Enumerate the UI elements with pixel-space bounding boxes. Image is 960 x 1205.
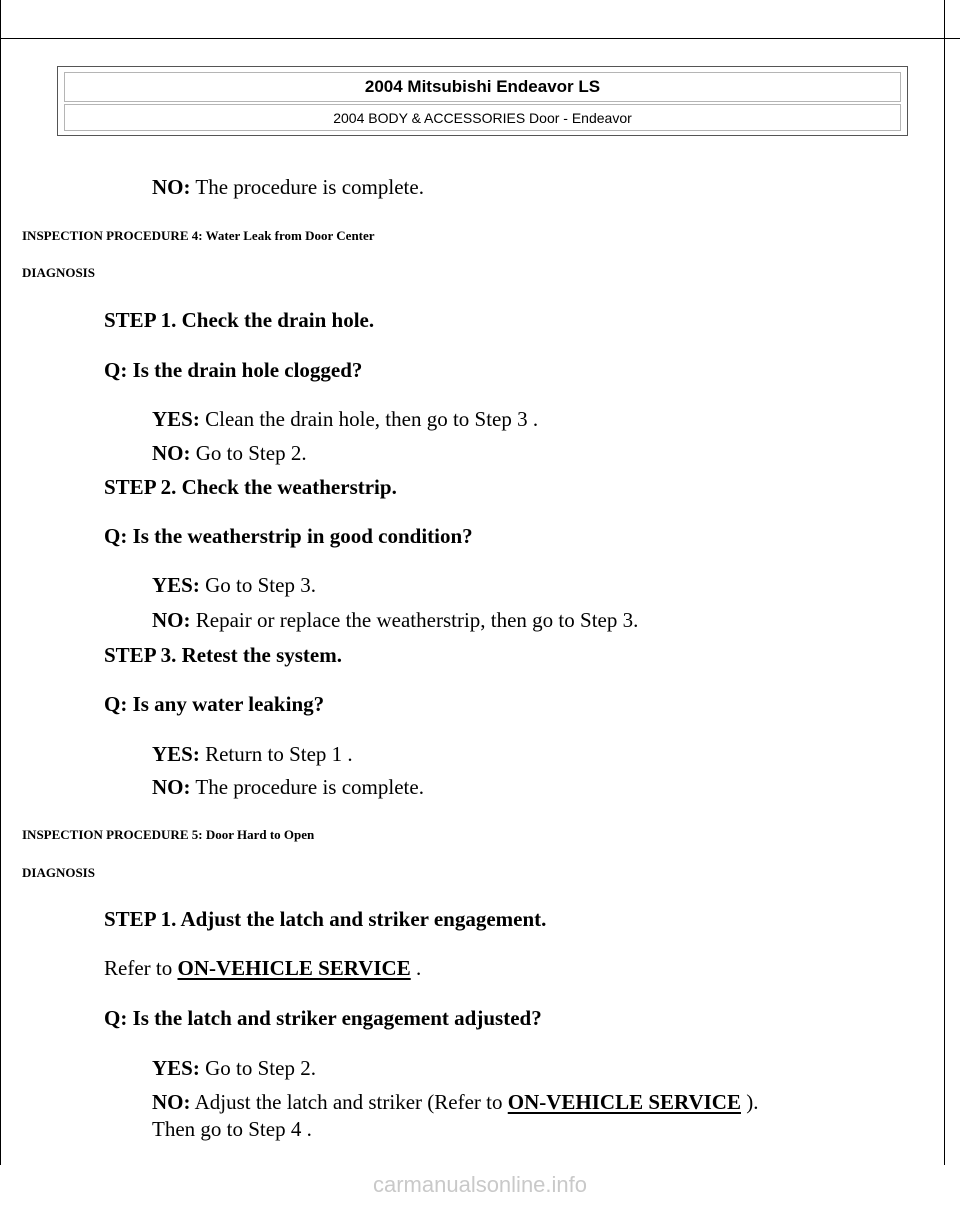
proc4-question-1: Q: Is the drain hole clogged? [104,358,363,382]
proc5-answer-no-1 [152,1092,758,1113]
answer-text: The procedure is complete. [190,175,424,199]
answer-text: Return to Step 1 . [199,742,353,766]
page-frame-left [0,0,1,1165]
on-vehicle-service-link[interactable]: ON-VEHICLE SERVICE [177,956,411,980]
answer-label: NO: [152,1090,191,1114]
proc4-answer-yes-1 [152,409,538,430]
proc4-question-2: Q: Is the weatherstrip in good condition? [104,524,473,548]
procedure-5-title: INSPECTION PROCEDURE 5: Door Hard to Open [22,827,315,842]
answer-text-after: ). [740,1090,759,1114]
answer-text: The procedure is complete. [190,775,424,799]
proc4-step-3: STEP 3. Retest the system. [104,643,342,667]
vehicle-title: 2004 Mitsubishi Endeavor LS [64,72,901,102]
answer-no-complete-top [152,177,424,198]
proc5-step-1: STEP 1. Adjust the latch and striker engagement. [104,907,547,931]
answer-label: NO: [152,175,191,199]
answer-label: YES: [152,1056,200,1080]
answer-label: NO: [152,775,191,799]
page-frame-right [944,0,945,1165]
procedure-4-diagnosis-heading: DIAGNOSIS [22,265,95,280]
refer-suffix: . [410,956,422,980]
refer-prefix: Refer to [104,956,178,980]
proc5-refer-line [104,958,421,979]
proc5-answer-yes-1 [152,1058,316,1079]
proc4-answer-no-1 [152,443,307,464]
page-frame-top [0,38,960,39]
on-vehicle-service-link-2[interactable]: ON-VEHICLE SERVICE [507,1090,741,1114]
proc4-answer-no-3 [152,777,424,798]
proc5-question-1: Q: Is the latch and striker engagement adjusted? [104,1006,542,1030]
answer-text: Go to Step 2. [190,441,307,465]
proc4-step-2: STEP 2. Check the weatherstrip. [104,475,397,499]
proc4-step-1: STEP 1. Check the drain hole. [104,308,375,332]
answer-text: Go to Step 2. [199,1056,316,1080]
proc5-answer-no-1-continued: Then go to Step 4 . [152,1117,312,1141]
proc4-answer-yes-2 [152,575,316,596]
answer-label: YES: [152,407,200,431]
proc4-question-3: Q: Is any water leaking? [104,692,325,716]
proc4-answer-no-2 [152,610,638,631]
answer-text: Adjust the latch and striker (Refer to [190,1090,508,1114]
section-title: 2004 BODY & ACCESSORIES Door - Endeavor [64,104,901,131]
document-header [57,66,908,136]
procedure-5-diagnosis-heading: DIAGNOSIS [22,865,95,880]
watermark: carmanualsonline.info [372,1172,588,1197]
answer-text: Repair or replace the weatherstrip, then go to Step 3. [190,608,639,632]
answer-text: Go to Step 3. [199,573,316,597]
answer-label: NO: [152,441,191,465]
procedure-4-title: INSPECTION PROCEDURE 4: Water Leak from Door Center [22,228,375,243]
answer-label: NO: [152,608,191,632]
answer-label: YES: [152,573,200,597]
answer-text: Clean the drain hole, then go to Step 3 . [199,407,539,431]
proc4-answer-yes-3 [152,744,353,765]
answer-label: YES: [152,742,200,766]
